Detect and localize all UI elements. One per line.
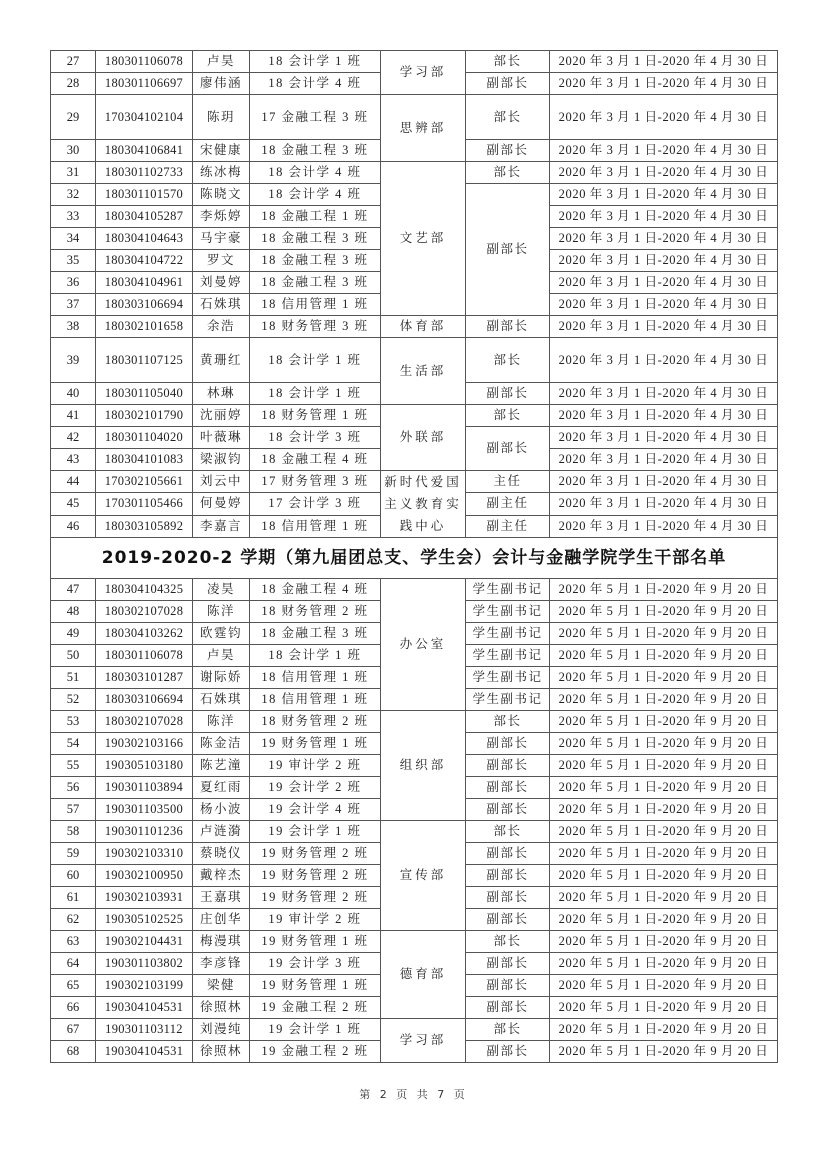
student-name: 林琳 <box>193 383 250 405</box>
position: 副部长 <box>466 887 550 909</box>
position: 副部长 <box>466 997 550 1019</box>
term-period: 2020 年 3 月 1 日-2020 年 4 月 30 日 <box>550 184 778 206</box>
department: 新时代爱国主义教育实践中心 <box>381 471 466 538</box>
term-period: 2020 年 3 月 1 日-2020 年 4 月 30 日 <box>550 228 778 250</box>
student-id: 170301105466 <box>96 493 193 515</box>
position: 副部长 <box>466 73 550 95</box>
cadre-roster-table <box>50 50 778 1063</box>
position: 主任 <box>466 471 550 493</box>
term-period: 2020 年 5 月 1 日-2020 年 9 月 20 日 <box>550 689 778 711</box>
department: 宣传部 <box>381 821 466 931</box>
row-number: 56 <box>51 777 96 799</box>
row-number: 29 <box>51 95 96 140</box>
student-id: 180301107125 <box>96 338 193 383</box>
student-name: 余浩 <box>193 316 250 338</box>
term-period: 2020 年 3 月 1 日-2020 年 4 月 30 日 <box>550 73 778 95</box>
term-period: 2020 年 5 月 1 日-2020 年 9 月 20 日 <box>550 909 778 931</box>
class-name: 18 金融工程 3 班 <box>250 228 381 250</box>
term-period: 2020 年 3 月 1 日-2020 年 4 月 30 日 <box>550 140 778 162</box>
student-id: 180304104722 <box>96 250 193 272</box>
row-number: 65 <box>51 975 96 997</box>
student-id: 190304104531 <box>96 997 193 1019</box>
student-name: 陈金洁 <box>193 733 250 755</box>
class-name: 17 财务管理 3 班 <box>250 471 381 493</box>
student-name: 凌昊 <box>193 579 250 601</box>
student-name: 欧霆钧 <box>193 623 250 645</box>
row-number: 48 <box>51 601 96 623</box>
class-name: 19 会计学 4 班 <box>250 799 381 821</box>
row-number: 64 <box>51 953 96 975</box>
row-number: 46 <box>51 515 96 537</box>
row-number: 44 <box>51 471 96 493</box>
student-name: 徐照林 <box>193 1041 250 1063</box>
position: 学生副书记 <box>466 689 550 711</box>
term-period: 2020 年 5 月 1 日-2020 年 9 月 20 日 <box>550 799 778 821</box>
row-number: 28 <box>51 73 96 95</box>
student-name: 廖伟涵 <box>193 73 250 95</box>
student-id: 180303106694 <box>96 294 193 316</box>
row-number: 51 <box>51 667 96 689</box>
row-number: 57 <box>51 799 96 821</box>
student-id: 170304102104 <box>96 95 193 140</box>
class-name: 18 会计学 3 班 <box>250 427 381 449</box>
student-name: 陈艺潼 <box>193 755 250 777</box>
student-id: 180302107028 <box>96 711 193 733</box>
student-name: 陈晓文 <box>193 184 250 206</box>
position: 副部长 <box>466 953 550 975</box>
class-name: 18 会计学 4 班 <box>250 184 381 206</box>
position: 副部长 <box>466 316 550 338</box>
position: 副主任 <box>466 515 550 537</box>
row-number: 62 <box>51 909 96 931</box>
term-period: 2020 年 3 月 1 日-2020 年 4 月 30 日 <box>550 471 778 493</box>
row-number: 40 <box>51 383 96 405</box>
term-period: 2020 年 5 月 1 日-2020 年 9 月 20 日 <box>550 733 778 755</box>
student-name: 李烁婷 <box>193 206 250 228</box>
student-name: 杨小波 <box>193 799 250 821</box>
class-name: 18 金融工程 1 班 <box>250 206 381 228</box>
class-name: 19 财务管理 2 班 <box>250 865 381 887</box>
position: 学生副书记 <box>466 645 550 667</box>
student-id: 180303106694 <box>96 689 193 711</box>
department: 学习部 <box>381 51 466 95</box>
student-name: 石姝琪 <box>193 689 250 711</box>
row-number: 68 <box>51 1041 96 1063</box>
position: 副部长 <box>466 427 550 471</box>
student-id: 190304104531 <box>96 1041 193 1063</box>
term-period: 2020 年 5 月 1 日-2020 年 9 月 20 日 <box>550 667 778 689</box>
term-period: 2020 年 5 月 1 日-2020 年 9 月 20 日 <box>550 623 778 645</box>
term-period: 2020 年 3 月 1 日-2020 年 4 月 30 日 <box>550 272 778 294</box>
student-id: 180303101287 <box>96 667 193 689</box>
department: 组织部 <box>381 711 466 821</box>
student-id: 190301103894 <box>96 777 193 799</box>
row-number: 41 <box>51 405 96 427</box>
student-name: 刘漫纯 <box>193 1019 250 1041</box>
student-name: 刘云中 <box>193 471 250 493</box>
row-number: 63 <box>51 931 96 953</box>
student-name: 陈玥 <box>193 95 250 140</box>
position: 部长 <box>466 931 550 953</box>
class-name: 19 财务管理 1 班 <box>250 931 381 953</box>
student-id: 180301101570 <box>96 184 193 206</box>
class-name: 19 金融工程 2 班 <box>250 997 381 1019</box>
class-name: 18 信用管理 1 班 <box>250 667 381 689</box>
table-row <box>51 579 778 601</box>
student-id: 170302105661 <box>96 471 193 493</box>
class-name: 18 会计学 1 班 <box>250 383 381 405</box>
department: 德育部 <box>381 931 466 1019</box>
table-row <box>51 1019 778 1041</box>
student-name: 刘曼婷 <box>193 272 250 294</box>
term-period: 2020 年 3 月 1 日-2020 年 4 月 30 日 <box>550 493 778 515</box>
class-name: 19 财务管理 1 班 <box>250 733 381 755</box>
student-name: 李嘉言 <box>193 515 250 537</box>
term-period: 2020 年 5 月 1 日-2020 年 9 月 20 日 <box>550 821 778 843</box>
position: 部长 <box>466 1019 550 1041</box>
row-number: 34 <box>51 228 96 250</box>
student-name: 石姝琪 <box>193 294 250 316</box>
class-name: 18 金融工程 3 班 <box>250 140 381 162</box>
student-id: 180303105892 <box>96 515 193 537</box>
term-period: 2020 年 3 月 1 日-2020 年 4 月 30 日 <box>550 316 778 338</box>
table-row <box>51 471 778 493</box>
student-name: 梁健 <box>193 975 250 997</box>
row-number: 36 <box>51 272 96 294</box>
class-name: 18 会计学 4 班 <box>250 73 381 95</box>
student-name: 蔡晓仪 <box>193 843 250 865</box>
class-name: 19 审计学 2 班 <box>250 909 381 931</box>
section-title-row <box>51 538 778 579</box>
student-id: 190301101236 <box>96 821 193 843</box>
position: 副部长 <box>466 799 550 821</box>
class-name: 18 信用管理 1 班 <box>250 689 381 711</box>
position: 部长 <box>466 711 550 733</box>
row-number: 30 <box>51 140 96 162</box>
table-row <box>51 95 778 140</box>
row-number: 50 <box>51 645 96 667</box>
class-name: 18 金融工程 4 班 <box>250 449 381 471</box>
student-name: 王嘉琪 <box>193 887 250 909</box>
student-id: 180304104961 <box>96 272 193 294</box>
row-number: 42 <box>51 427 96 449</box>
term-period: 2020 年 5 月 1 日-2020 年 9 月 20 日 <box>550 711 778 733</box>
term-period: 2020 年 5 月 1 日-2020 年 9 月 20 日 <box>550 931 778 953</box>
row-number: 33 <box>51 206 96 228</box>
row-number: 60 <box>51 865 96 887</box>
class-name: 17 会计学 3 班 <box>250 493 381 515</box>
class-name: 19 审计学 2 班 <box>250 755 381 777</box>
student-id: 180301106078 <box>96 645 193 667</box>
position: 学生副书记 <box>466 623 550 645</box>
table-row <box>51 821 778 843</box>
student-id: 190302103166 <box>96 733 193 755</box>
department: 文艺部 <box>381 162 466 316</box>
section-title: 2019-2020-2 学期（第九届团总支、学生会）会计与金融学院学生干部名单 <box>51 538 778 579</box>
student-name: 梅漫琪 <box>193 931 250 953</box>
row-number: 49 <box>51 623 96 645</box>
position: 副部长 <box>466 755 550 777</box>
row-number: 53 <box>51 711 96 733</box>
row-number: 27 <box>51 51 96 73</box>
row-number: 32 <box>51 184 96 206</box>
table-row <box>51 405 778 427</box>
class-name: 19 财务管理 2 班 <box>250 887 381 909</box>
student-name: 叶薇琳 <box>193 427 250 449</box>
student-name: 罗文 <box>193 250 250 272</box>
term-period: 2020 年 5 月 1 日-2020 年 9 月 20 日 <box>550 579 778 601</box>
position: 副部长 <box>466 975 550 997</box>
term-period: 2020 年 3 月 1 日-2020 年 4 月 30 日 <box>550 250 778 272</box>
class-name: 19 会计学 1 班 <box>250 821 381 843</box>
term-period: 2020 年 5 月 1 日-2020 年 9 月 20 日 <box>550 975 778 997</box>
term-period: 2020 年 3 月 1 日-2020 年 4 月 30 日 <box>550 405 778 427</box>
row-number: 45 <box>51 493 96 515</box>
term-period: 2020 年 5 月 1 日-2020 年 9 月 20 日 <box>550 645 778 667</box>
position: 学生副书记 <box>466 579 550 601</box>
term-period: 2020 年 3 月 1 日-2020 年 4 月 30 日 <box>550 427 778 449</box>
student-id: 180304104643 <box>96 228 193 250</box>
position: 部长 <box>466 162 550 184</box>
student-id: 180301105040 <box>96 383 193 405</box>
class-name: 18 信用管理 1 班 <box>250 515 381 537</box>
row-number: 66 <box>51 997 96 1019</box>
term-period: 2020 年 5 月 1 日-2020 年 9 月 20 日 <box>550 1041 778 1063</box>
table-row <box>51 51 778 73</box>
position: 学生副书记 <box>466 667 550 689</box>
student-name: 练冰梅 <box>193 162 250 184</box>
department: 办公室 <box>381 579 466 711</box>
class-name: 18 金融工程 4 班 <box>250 579 381 601</box>
student-id: 190301103802 <box>96 953 193 975</box>
table-row <box>51 711 778 733</box>
class-name: 18 会计学 1 班 <box>250 51 381 73</box>
class-name: 18 财务管理 2 班 <box>250 711 381 733</box>
class-name: 18 财务管理 3 班 <box>250 316 381 338</box>
term-period: 2020 年 5 月 1 日-2020 年 9 月 20 日 <box>550 953 778 975</box>
student-name: 陈洋 <box>193 601 250 623</box>
term-period: 2020 年 5 月 1 日-2020 年 9 月 20 日 <box>550 843 778 865</box>
department: 生活部 <box>381 338 466 405</box>
student-id: 180301106697 <box>96 73 193 95</box>
student-id: 190302103931 <box>96 887 193 909</box>
student-id: 190302103199 <box>96 975 193 997</box>
term-period: 2020 年 5 月 1 日-2020 年 9 月 20 日 <box>550 997 778 1019</box>
class-name: 19 会计学 2 班 <box>250 777 381 799</box>
department: 学习部 <box>381 1019 466 1063</box>
term-period: 2020 年 5 月 1 日-2020 年 9 月 20 日 <box>550 887 778 909</box>
term-period: 2020 年 3 月 1 日-2020 年 4 月 30 日 <box>550 51 778 73</box>
student-id: 180302101658 <box>96 316 193 338</box>
row-number: 38 <box>51 316 96 338</box>
row-number: 47 <box>51 579 96 601</box>
row-number: 54 <box>51 733 96 755</box>
position: 部长 <box>466 821 550 843</box>
table-row <box>51 931 778 953</box>
class-name: 18 财务管理 2 班 <box>250 601 381 623</box>
department: 思辨部 <box>381 95 466 162</box>
student-name: 卢涟漪 <box>193 821 250 843</box>
student-name: 黄珊红 <box>193 338 250 383</box>
position: 副部长 <box>466 777 550 799</box>
student-name: 陈洋 <box>193 711 250 733</box>
term-period: 2020 年 3 月 1 日-2020 年 4 月 30 日 <box>550 294 778 316</box>
term-period: 2020 年 5 月 1 日-2020 年 9 月 20 日 <box>550 601 778 623</box>
student-id: 190301103112 <box>96 1019 193 1041</box>
position: 副部长 <box>466 909 550 931</box>
student-id: 180302101790 <box>96 405 193 427</box>
class-name: 19 会计学 3 班 <box>250 953 381 975</box>
position: 副部长 <box>466 865 550 887</box>
position: 副部长 <box>466 1041 550 1063</box>
position: 副部长 <box>466 184 550 316</box>
student-name: 谢际娇 <box>193 667 250 689</box>
position: 副部长 <box>466 140 550 162</box>
student-name: 何曼婷 <box>193 493 250 515</box>
class-name: 18 金融工程 3 班 <box>250 623 381 645</box>
student-id: 180304105287 <box>96 206 193 228</box>
student-id: 190301103500 <box>96 799 193 821</box>
term-period: 2020 年 5 月 1 日-2020 年 9 月 20 日 <box>550 865 778 887</box>
row-number: 52 <box>51 689 96 711</box>
student-id: 180301104020 <box>96 427 193 449</box>
student-id: 190302104431 <box>96 931 193 953</box>
student-name: 沈丽婷 <box>193 405 250 427</box>
student-id: 180301102733 <box>96 162 193 184</box>
student-id: 180302107028 <box>96 601 193 623</box>
student-id: 180301106078 <box>96 51 193 73</box>
position: 部长 <box>466 405 550 427</box>
student-name: 徐照林 <box>193 997 250 1019</box>
class-name: 19 会计学 1 班 <box>250 1019 381 1041</box>
student-id: 180304104325 <box>96 579 193 601</box>
student-id: 180304106841 <box>96 140 193 162</box>
student-name: 马宇豪 <box>193 228 250 250</box>
student-id: 190305102525 <box>96 909 193 931</box>
class-name: 18 会计学 4 班 <box>250 162 381 184</box>
class-name: 18 财务管理 1 班 <box>250 405 381 427</box>
student-name: 李彦锋 <box>193 953 250 975</box>
term-period: 2020 年 5 月 1 日-2020 年 9 月 20 日 <box>550 755 778 777</box>
row-number: 61 <box>51 887 96 909</box>
position: 学生副书记 <box>466 601 550 623</box>
class-name: 19 金融工程 2 班 <box>250 1041 381 1063</box>
row-number: 55 <box>51 755 96 777</box>
term-period: 2020 年 3 月 1 日-2020 年 4 月 30 日 <box>550 449 778 471</box>
row-number: 31 <box>51 162 96 184</box>
table-row <box>51 338 778 383</box>
student-id: 190305103180 <box>96 755 193 777</box>
class-name: 18 金融工程 3 班 <box>250 272 381 294</box>
class-name: 19 财务管理 1 班 <box>250 975 381 997</box>
student-id: 190302103310 <box>96 843 193 865</box>
position: 部长 <box>466 95 550 140</box>
row-number: 35 <box>51 250 96 272</box>
term-period: 2020 年 3 月 1 日-2020 年 4 月 30 日 <box>550 515 778 537</box>
term-period: 2020 年 3 月 1 日-2020 年 4 月 30 日 <box>550 95 778 140</box>
student-name: 戴梓杰 <box>193 865 250 887</box>
term-period: 2020 年 5 月 1 日-2020 年 9 月 20 日 <box>550 1019 778 1041</box>
table-row <box>51 316 778 338</box>
position: 副部长 <box>466 733 550 755</box>
student-name: 梁淑钧 <box>193 449 250 471</box>
department: 外联部 <box>381 405 466 471</box>
term-period: 2020 年 3 月 1 日-2020 年 4 月 30 日 <box>550 383 778 405</box>
student-id: 190302100950 <box>96 865 193 887</box>
student-id: 180304103262 <box>96 623 193 645</box>
term-period: 2020 年 5 月 1 日-2020 年 9 月 20 日 <box>550 777 778 799</box>
row-number: 58 <box>51 821 96 843</box>
student-name: 卢昊 <box>193 51 250 73</box>
position: 部长 <box>466 338 550 383</box>
student-name: 宋健康 <box>193 140 250 162</box>
class-name: 18 会计学 1 班 <box>250 338 381 383</box>
class-name: 18 会计学 1 班 <box>250 645 381 667</box>
term-period: 2020 年 3 月 1 日-2020 年 4 月 30 日 <box>550 206 778 228</box>
position: 副部长 <box>466 843 550 865</box>
student-name: 卢昊 <box>193 645 250 667</box>
row-number: 67 <box>51 1019 96 1041</box>
row-number: 39 <box>51 338 96 383</box>
row-number: 37 <box>51 294 96 316</box>
student-name: 夏红雨 <box>193 777 250 799</box>
position: 副主任 <box>466 493 550 515</box>
table-row <box>51 162 778 184</box>
position: 副部长 <box>466 383 550 405</box>
row-number: 43 <box>51 449 96 471</box>
class-name: 18 金融工程 3 班 <box>250 250 381 272</box>
row-number: 59 <box>51 843 96 865</box>
class-name: 19 财务管理 2 班 <box>250 843 381 865</box>
position: 部长 <box>466 51 550 73</box>
term-period: 2020 年 3 月 1 日-2020 年 4 月 30 日 <box>550 338 778 383</box>
student-name: 庄创华 <box>193 909 250 931</box>
page-footer: 第 2 页 共 7 页 <box>359 1088 468 1101</box>
student-id: 180304101083 <box>96 449 193 471</box>
class-name: 18 信用管理 1 班 <box>250 294 381 316</box>
term-period: 2020 年 3 月 1 日-2020 年 4 月 30 日 <box>550 162 778 184</box>
class-name: 17 金融工程 3 班 <box>250 95 381 140</box>
department: 体育部 <box>381 316 466 338</box>
